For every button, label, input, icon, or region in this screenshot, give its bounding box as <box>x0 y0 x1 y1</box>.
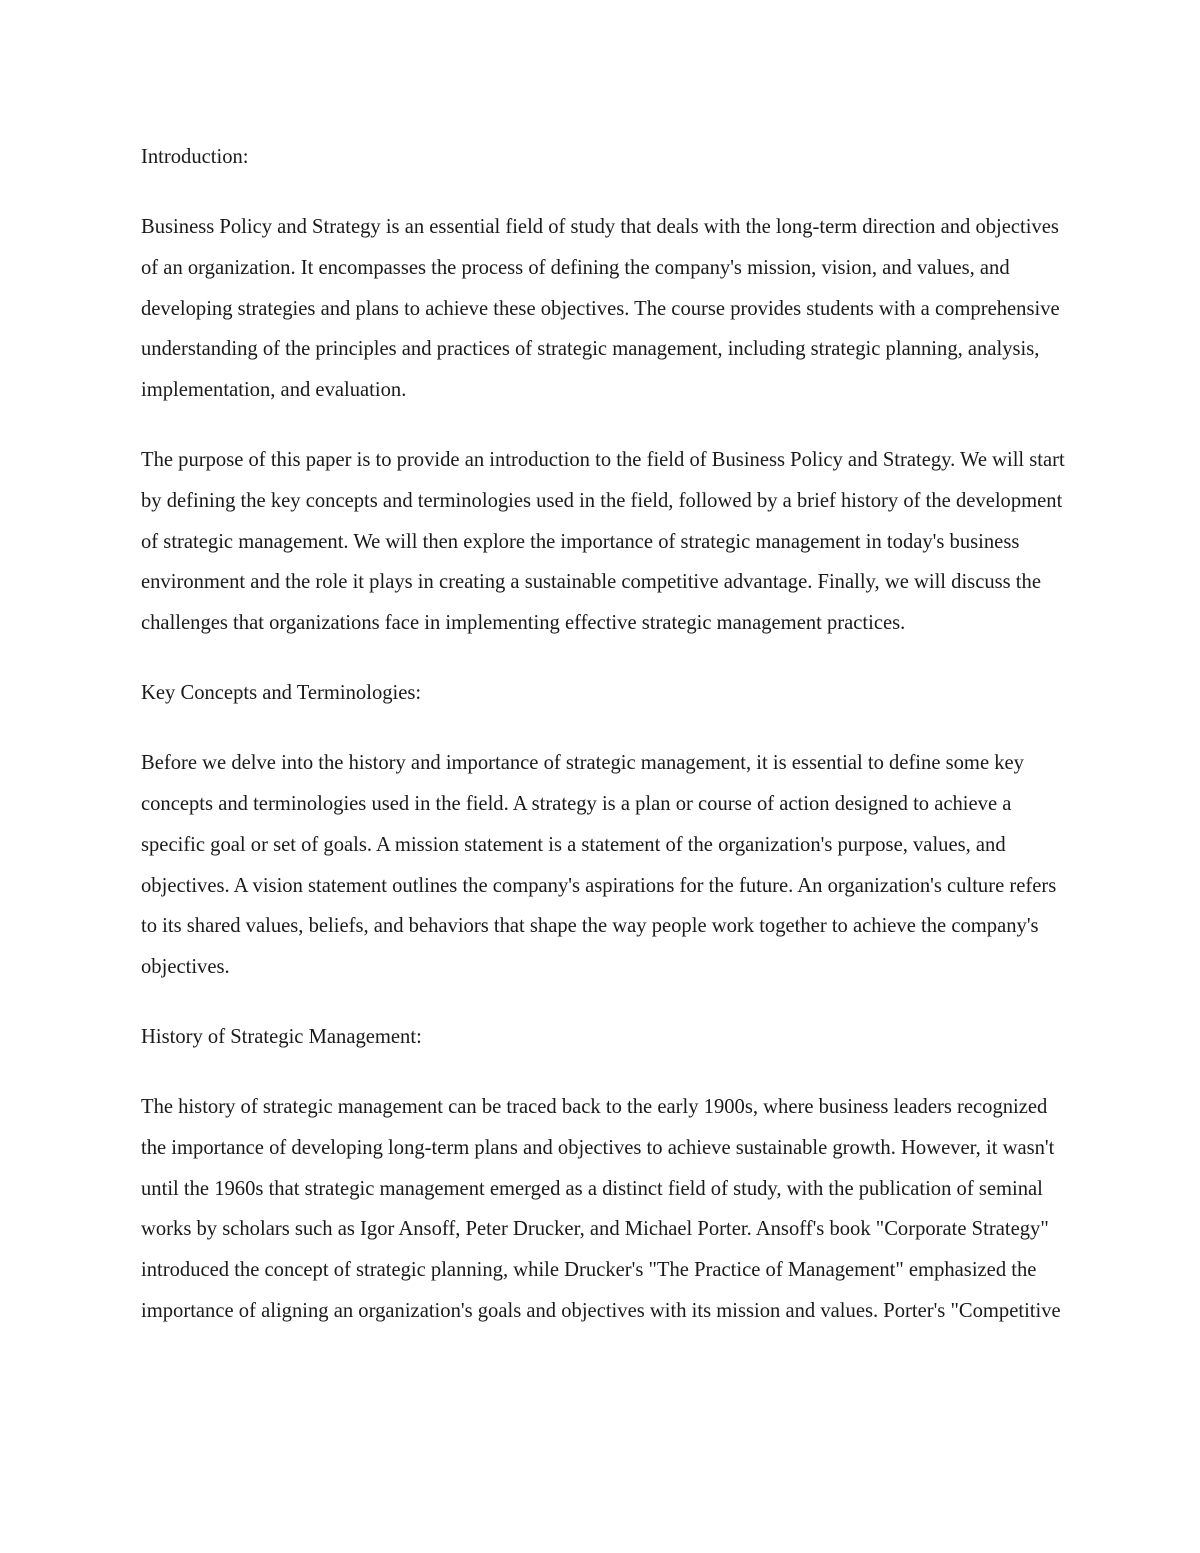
section-heading-history: History of Strategic Management: <box>141 1026 422 1049</box>
paragraph-introduction: Business Policy and Strategy is an essential field of study that deals with the long-term direction and objectives of an organization. It encompasses the process of defining the company's mission, vision, and values, and developing strategies and plans to achieve these objectives. The course provides students with a comprehensive understanding of the principles and practices of strategic management, including strategic planning, analysis, implementation, and evaluation. <box>141 216 1060 402</box>
paragraph-key-concepts: Before we delve into the history and importance of strategic management, it is essential to define some key concepts and terminologies used in the field. A strategy is a plan or course of action designed to achieve a specific goal or set of goals. A mission statement is a statement of the organization's purpose, values, and objectives. A vision statement outlines the company's aspirations for the future. An organization's culture refers to its shared values, beliefs, and behaviors that shape the way people work together to achieve the company's objectives. <box>141 752 1057 978</box>
section-heading-key-concepts: Key Concepts and Terminologies: <box>141 682 422 705</box>
paragraph-history: The history of strategic management can be traced back to the early 1900s, where business leaders recognized the importance of developing long-term plans and objectives to achieve sustainable growth. However, it wasn't until the 1960s that strategic management emerged as a distinct field of study, with the publication of seminal works by scholars such as Igor Ansoff, Peter Drucker, and Michael Porter. Ansoff's book "Corporate Strategy" introduced the concept of strategic planning, while Drucker's "The Practice of Management" emphasized the importance of aligning an organization's goals and objectives with its mission and values. Porter's "Competitive <box>141 1096 1061 1322</box>
section-heading-introduction: Introduction: <box>141 146 249 168</box>
document-body <box>141 137 1066 1361</box>
paragraph-purpose: The purpose of this paper is to provide an introduction to the field of Business Policy and Strategy. We will start by defining the key concepts and terminologies used in the field, followed by a brief history of the development of strategic management. We will then explore the importance of strategic management in today's business environment and the role it plays in creating a sustainable competitive advantage. Finally, we will discuss the challenges that organizations face in implementing effective strategic management practices. <box>141 449 1065 635</box>
